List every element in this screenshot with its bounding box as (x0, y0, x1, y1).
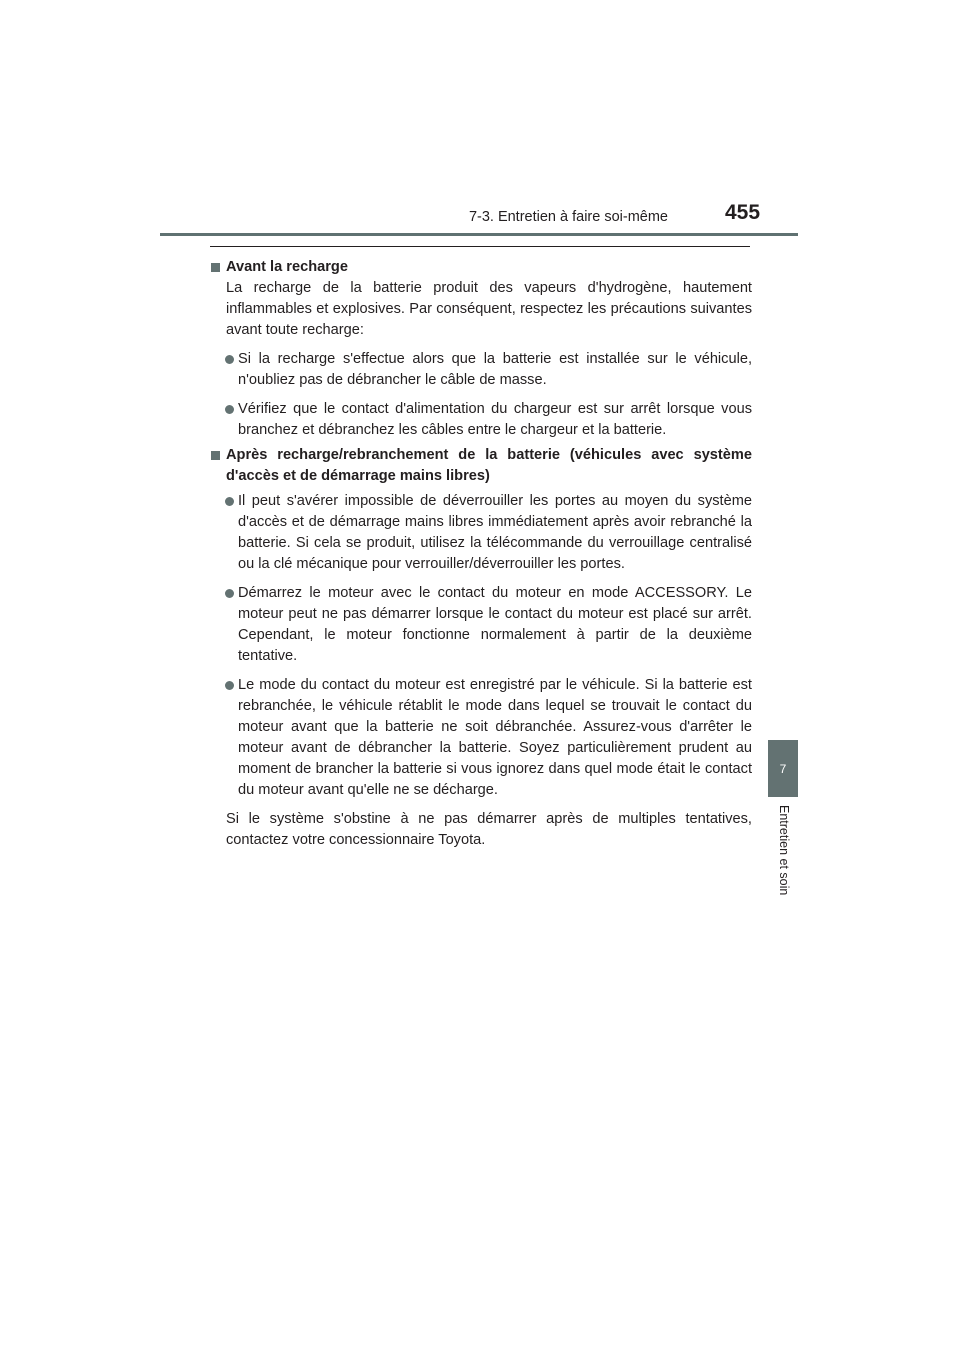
page-content (210, 257, 752, 851)
square-bullet-icon (211, 263, 220, 272)
list-item: Si la recharge s'effectue alors que la batterie est installée sur le véhicule, n'oubliez pas de débrancher le câble de masse. (210, 349, 752, 391)
round-bullet-icon (225, 681, 234, 690)
chapter-label: Entretien et soin (777, 805, 791, 896)
section-intro: La recharge de la batterie produit des vapeurs d'hydrogène, hautement inflammables et explosives. Par conséquent, respectez les précautions suivantes avant toute recharge: (226, 280, 752, 338)
page-number: 455 (725, 201, 761, 224)
round-bullet-icon (225, 497, 234, 506)
round-bullet-icon (225, 589, 234, 598)
content-rule (210, 246, 750, 247)
list-item: Vérifiez que le contact d'alimentation du chargeur est sur arrêt lorsque vous branchez et débranchez les câbles entre le chargeur et la batterie. (210, 399, 752, 441)
section-heading: Avant la recharge (210, 257, 752, 278)
list-item: Démarrez le moteur avec le contact du moteur en mode ACCESSORY. Le moteur peut ne pas démarrer lorsque le contact du moteur est placé sur arrêt. Cependant, le moteur fonctionne normalement à partir de la deuxième tentative. (210, 583, 752, 667)
square-bullet-icon (211, 451, 220, 460)
round-bullet-icon (225, 405, 234, 414)
list-item: Le mode du contact du moteur est enregistré par le véhicule. Si la batterie est rebranchée, le véhicule rétablit le mode dans lequel se trouvait le contact du moteur avant que la batterie ne soit débranchée. Assurez-vous d'arrêter le moteur avant de débrancher la batterie. Soyez particulièrement prudent au moment de brancher la batterie si vous ignorez dans quel mode était le contact du moteur avant qu'elle ne se décharge. (210, 675, 752, 801)
list-item: Il peut s'avérer impossible de déverrouiller les portes au moyen du système d'accès et de démarrage mains libres immédiatement après avoir rebranché la batterie. Si cela se produit, utilisez la télécommande du verrouillage centralisé ou la clé mécanique pour verrouiller/déverrouiller les portes. (210, 491, 752, 575)
closing-note: Si le système s'obstine à ne pas démarrer après de multiples tentatives, contactez votre concessionnaire Toyota. (226, 811, 752, 848)
section-heading: Après recharge/rebranchement de la batterie (véhicules avec système d'accès et de démarrage mains libres) (210, 445, 752, 487)
round-bullet-icon (225, 355, 234, 364)
chapter-number: 7 (779, 761, 787, 776)
header-rule (160, 233, 798, 236)
section-title: 7-3. Entretien à faire soi-même (468, 209, 668, 225)
chapter-tab (768, 740, 798, 797)
